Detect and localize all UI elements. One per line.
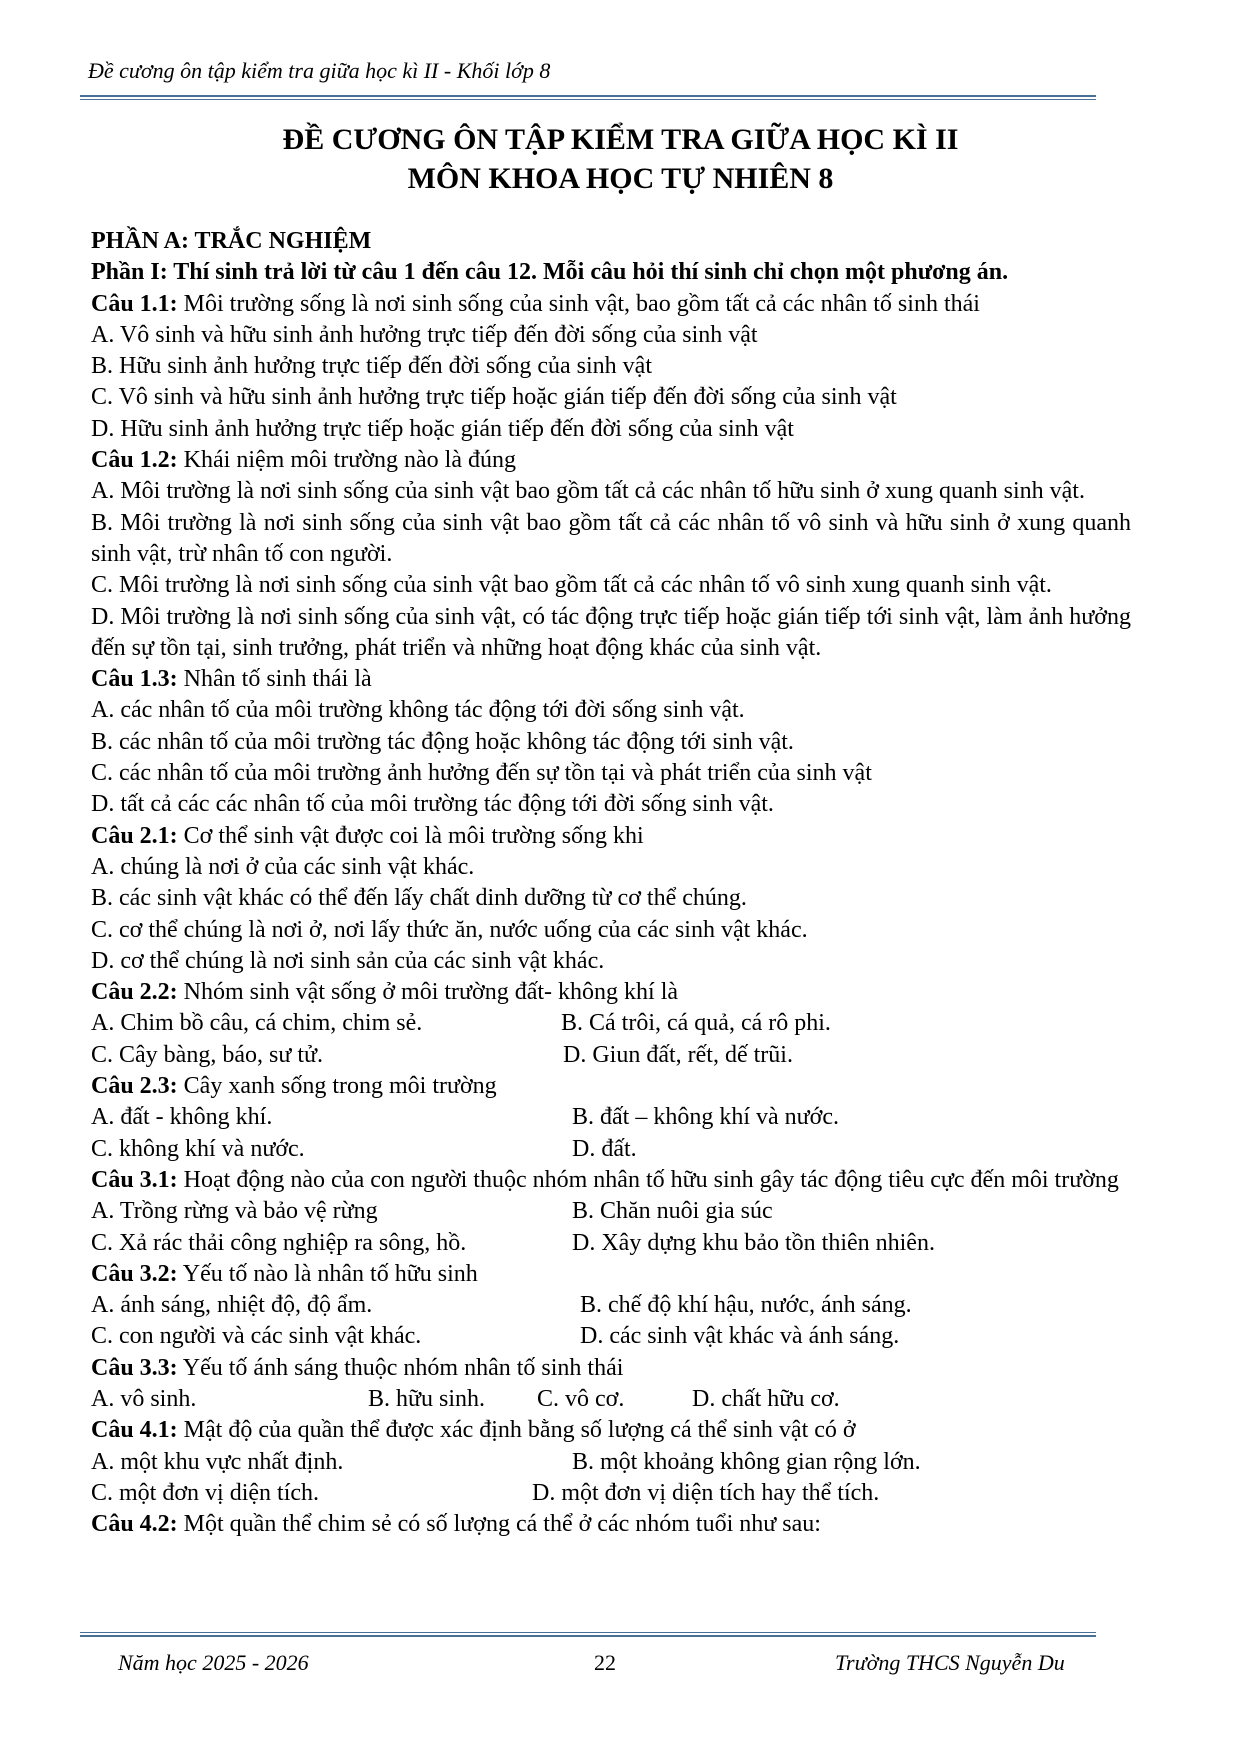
question [91,1259,1131,1290]
option: C. Môi trường là nơi sinh sống của sinh vật bao gồm tất cả các nhân tố vô sinh xung quanh sinh vật. [91,572,1052,599]
option: B. đất – không khí và nước. [572,1104,839,1131]
options-row [91,1384,1131,1415]
question-text: Yếu tố nào là nhân tố hữu sinh [177,1260,478,1287]
footer-school-year: Năm học 2025 - 2026 [118,1650,309,1675]
options-row [91,1447,1131,1478]
footer-rule [80,1632,1096,1637]
question-text: Cơ thể sinh vật được coi là môi trường sống khi [177,822,644,849]
option: A. một khu vực nhất định. [91,1448,344,1475]
question [91,1071,1131,1102]
options-row [91,1040,1131,1071]
option: A. đất - không khí. [91,1104,273,1131]
question-text: Mật độ của quần thể được xác định bằng số lượng cá thể sinh vật có ở [177,1417,856,1444]
option: B. một khoảng không gian rộng lớn. [572,1448,921,1475]
option: A. chúng là nơi ở của các sinh vật khác. [91,853,475,880]
option: C. không khí và nước. [91,1135,305,1162]
page-number: 22 [594,1650,616,1675]
question-label: Câu 2.1: [91,822,178,849]
option: C. Xả rác thải công nghiệp ra sông, hồ. [91,1229,467,1256]
options-row [91,1134,1131,1165]
question-label: Câu 1.3: [91,666,178,693]
question-text: Môi trường sống là nơi sinh sống của sinh vật, bao gồm tất cả các nhân tố sinh thái [177,290,980,317]
question [91,289,1131,320]
options-row [91,1008,1131,1039]
question-label: Câu 3.1: [91,1166,178,1193]
option: B. các nhân tố của môi trường tác động hoặc không tác động tới sinh vật. [91,728,794,755]
question-label: Câu 4.2: [91,1511,178,1538]
question [91,1165,1131,1196]
option: D. Giun đất, rết, dế trũi. [563,1041,793,1068]
option: D. Xây dựng khu bảo tồn thiên nhiên. [572,1229,935,1256]
option: D. các sinh vật khác và ánh sáng. [580,1323,900,1350]
option: A. Trồng rừng và bảo vệ rừng [91,1198,378,1225]
option: C. Cây bàng, báo, sư tử. [91,1041,323,1068]
question [91,1353,1131,1384]
question [91,1415,1131,1446]
question [91,445,1131,476]
question-label: Câu 1.2: [91,447,178,474]
option: D. chất hữu cơ. [692,1385,840,1412]
question-label: Câu 2.2: [91,979,178,1006]
footer-school-name: Trường THCS Nguyễn Du [835,1650,1065,1675]
option: A. ánh sáng, nhiệt độ, độ ẩm. [91,1292,373,1319]
option: B. Chăn nuôi gia súc [572,1198,773,1225]
option: C. các nhân tố của môi trường ảnh hưởng đến sự tồn tại và phát triển của sinh vật [91,760,872,787]
option: B. Cá trôi, cá quả, cá rô phi. [561,1010,831,1037]
question-label: Câu 1.1: [91,290,178,317]
option: D. Hữu sinh ảnh hưởng trực tiếp hoặc gián tiếp đến đời sống của sinh vật [91,415,794,442]
option: A. Chim bồ câu, cá chim, chim sẻ. [91,1010,423,1037]
option: B. Hữu sinh ảnh hưởng trực tiếp đến đời sống của sinh vật [91,353,652,380]
question-label: Câu 4.1: [91,1417,178,1444]
question-text: Nhóm sinh vật sống ở môi trường đất- không khí là [177,979,679,1006]
question [91,1509,1131,1540]
options-row [91,1228,1131,1259]
header-rule [80,95,1096,100]
question-text: Yếu tố ánh sáng thuộc nhóm nhân tố sinh thái [177,1354,624,1381]
page-header: Đề cương ôn tập kiểm tra giữa học kì II - Khối lớp 8 [88,58,551,83]
option: B. chế độ khí hậu, nước, ánh sáng. [580,1292,912,1319]
question [91,821,1131,852]
option: D. Môi trường là nơi sinh sống của sinh vật, có tác động trực tiếp hoặc gián tiếp tới sinh vật, làm ảnh hưởng đến sự tồn tại, sinh trưởng, phát triển và những hoạt động khác của sinh vật. [91,603,1131,661]
option: D. đất. [572,1135,637,1162]
document-title: ĐỀ CƯƠNG ÔN TẬP KIỂM TRA GIỮA HỌC KÌ II [282,123,959,156]
option: B. hữu sinh. [368,1385,486,1412]
options-row [91,1102,1131,1133]
question-text: Một quần thể chim sẻ có số lượng cá thể ở các nhóm tuổi như sau: [177,1511,821,1538]
option: C. cơ thể chúng là nơi ở, nơi lấy thức ăn, nước uống của các sinh vật khác. [91,916,808,943]
options-row [91,1321,1131,1352]
option: C. vô cơ. [537,1385,625,1412]
question-text: Hoạt động nào của con người thuộc nhóm nhân tố hữu sinh gây tác động tiêu cực đến môi trường [177,1166,1119,1193]
option: A. các nhân tố của môi trường không tác động tới đời sống sinh vật. [91,697,745,724]
question-label: Câu 3.3: [91,1354,178,1381]
question [91,664,1131,695]
options-row [91,1290,1131,1321]
option: C. một đơn vị diện tích. [91,1479,320,1506]
document-body [91,226,1131,1540]
document-subtitle: MÔN KHOA HỌC TỰ NHIÊN 8 [407,162,834,195]
question-label: Câu 2.3: [91,1073,178,1100]
options-row [91,1478,1131,1509]
option: B. Môi trường là nơi sinh sống của sinh vật bao gồm tất cả các nhân tố vô sinh và hữu sinh ở xung quanh sinh vật, trừ nhân tố con người. [91,509,1131,567]
option: A. Vô sinh và hữu sinh ảnh hưởng trực tiếp đến đời sống của sinh vật [91,321,758,348]
option: D. một đơn vị diện tích hay thể tích. [532,1479,880,1506]
options-row [91,1196,1131,1227]
question-label: Câu 3.2: [91,1260,178,1287]
option: C. Vô sinh và hữu sinh ảnh hưởng trực tiếp hoặc gián tiếp đến đời sống của sinh vật [91,384,897,411]
question-text: Cây xanh sống trong môi trường [177,1073,497,1100]
section-heading: PHẦN A: TRẮC NGHIỆM [91,228,372,254]
part-instruction: Phần I: Thí sinh trả lời từ câu 1 đến câu 12. Mỗi câu hỏi thí sinh chỉ chọn một phương án. [91,259,1009,286]
option: D. tất cả các các nhân tố của môi trường tác động tới đời sống sinh vật. [91,791,774,818]
question-text: Nhân tố sinh thái là [177,666,372,693]
option: B. các sinh vật khác có thể đến lấy chất dinh dưỡng từ cơ thể chúng. [91,885,747,912]
option: A. vô sinh. [91,1385,197,1412]
option: D. cơ thể chúng là nơi sinh sản của các sinh vật khác. [91,947,605,974]
question-text: Khái niệm môi trường nào là đúng [177,447,516,474]
option: C. con người và các sinh vật khác. [91,1323,422,1350]
option: A. Môi trường là nơi sinh sống của sinh vật bao gồm tất cả các nhân tố hữu sinh ở xung quanh sinh vật. [91,478,1085,505]
question [91,977,1131,1008]
